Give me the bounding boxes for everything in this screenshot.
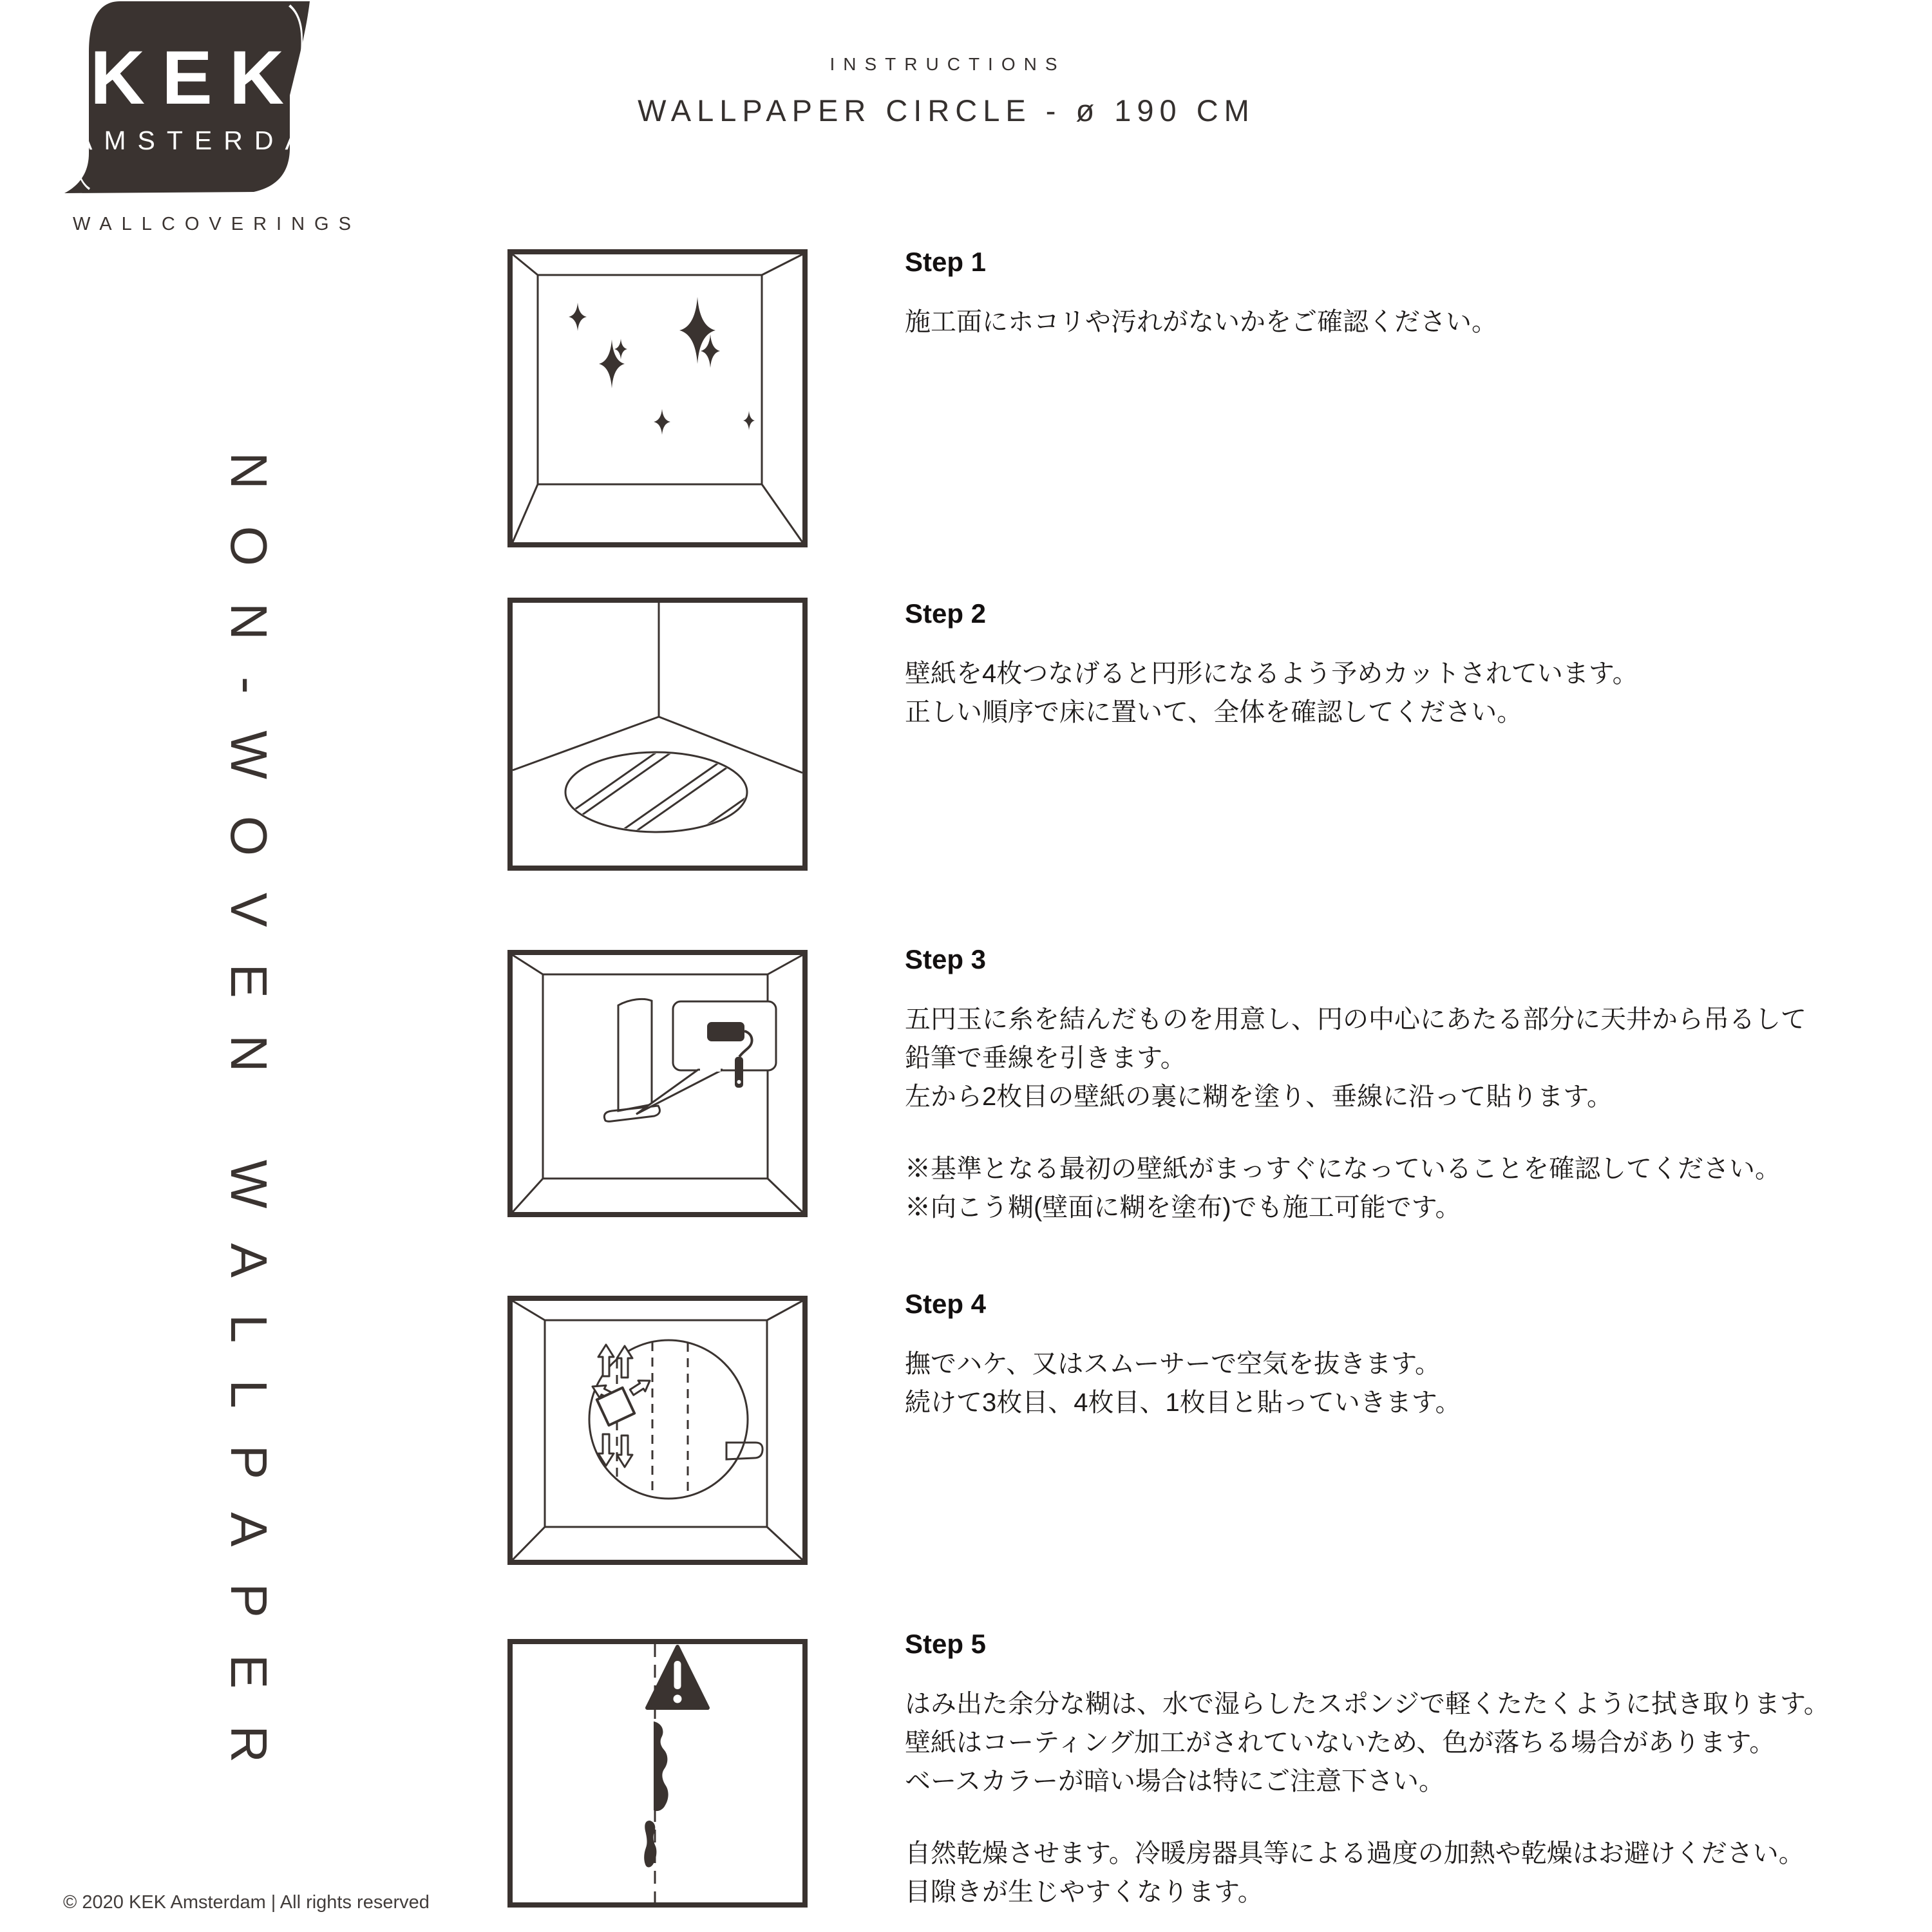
step5-illustration [507,1639,808,1908]
kek-logo [63,0,359,196]
step2-title: Step 2 [905,598,987,629]
header-kicker: INSTRUCTIONS [829,54,1066,74]
step1-title: Step 1 [905,247,987,277]
registered-trademark-icon: ® [347,125,359,141]
step2-line: 壁紙を4枚つなげると円形になるよう予めカットされています。 [905,659,1638,688]
logo-city-word: AMSTERDAM [75,126,348,155]
step5-line: 目隙きが生じやすくなります。 [905,1878,1264,1906]
step5-line: 壁紙はコーティング加工がされていないため、色が落ちる場合があります。 [905,1728,1776,1757]
step3-line: 左から2枚目の壁紙の裏に糊を塗り、垂線に沿って貼ります。 [905,1083,1613,1111]
step3-illustration [507,950,808,1217]
logo-city-text [63,125,359,155]
vertical-product-label: NON-WOVEN WALLPAPER [220,452,278,1800]
step5-line: はみ出た余分な糊は、水で湿らしたスポンジで軽くたたくように拭き取ります。 [905,1690,1830,1718]
logo-tagline: WALLCOVERINGS [73,214,361,234]
page-header [547,54,1340,128]
step3-note: ※基準となる最初の壁紙がまっすぐになっていることを確認してください。 [905,1155,1781,1183]
step5-text [905,1628,1922,1911]
step1-text [905,246,1922,341]
step3-title: Step 3 [905,944,987,974]
step5-title: Step 5 [905,1629,987,1659]
page-title: WALLPAPER CIRCLE - ø 190 CM [638,93,1255,128]
step4-title: Step 4 [905,1289,987,1319]
step2-illustration [507,598,808,871]
step5-drying-paragraph [905,1834,1922,1911]
step3-notes [905,1150,1922,1227]
step4-illustration [507,1296,808,1565]
step3-note: ※向こう糊(壁面に糊を塗布)でも施工可能です。 [905,1193,1461,1222]
logo-brand-text: KEK [90,35,301,120]
step3-line: 鉛筆で垂線を引きます。 [905,1044,1186,1072]
step3-text [905,943,1922,1227]
step2-line: 正しい順序で床に置いて、全体を確認してください。 [905,698,1523,726]
step1-illustration [507,249,808,547]
step3-line: 五円玉に糸を結んだものを用意し、円の中心にあたる部分に天井から吊るして [905,1005,1806,1034]
copyright-text: © 2020 KEK Amsterdam | All rights reserved [63,1892,430,1913]
step5-line: 自然乾燥させます。冷暖房器具等による過度の加熱や乾燥はお避けください。 [905,1839,1804,1868]
step4-line: 撫でハケ、又はスムーサーで空気を抜きます。 [905,1350,1441,1378]
step1-line: 施工面にホコリや汚れがないかをご確認ください。 [905,308,1497,336]
step4-line: 続けて3枚目、4枚目、1枚目と貼っていきます。 [905,1388,1461,1417]
step4-text [905,1288,1922,1422]
step5-line: ベースカラーが暗い場合は特にご注意下さい。 [905,1767,1444,1795]
step2-text [905,598,1922,732]
